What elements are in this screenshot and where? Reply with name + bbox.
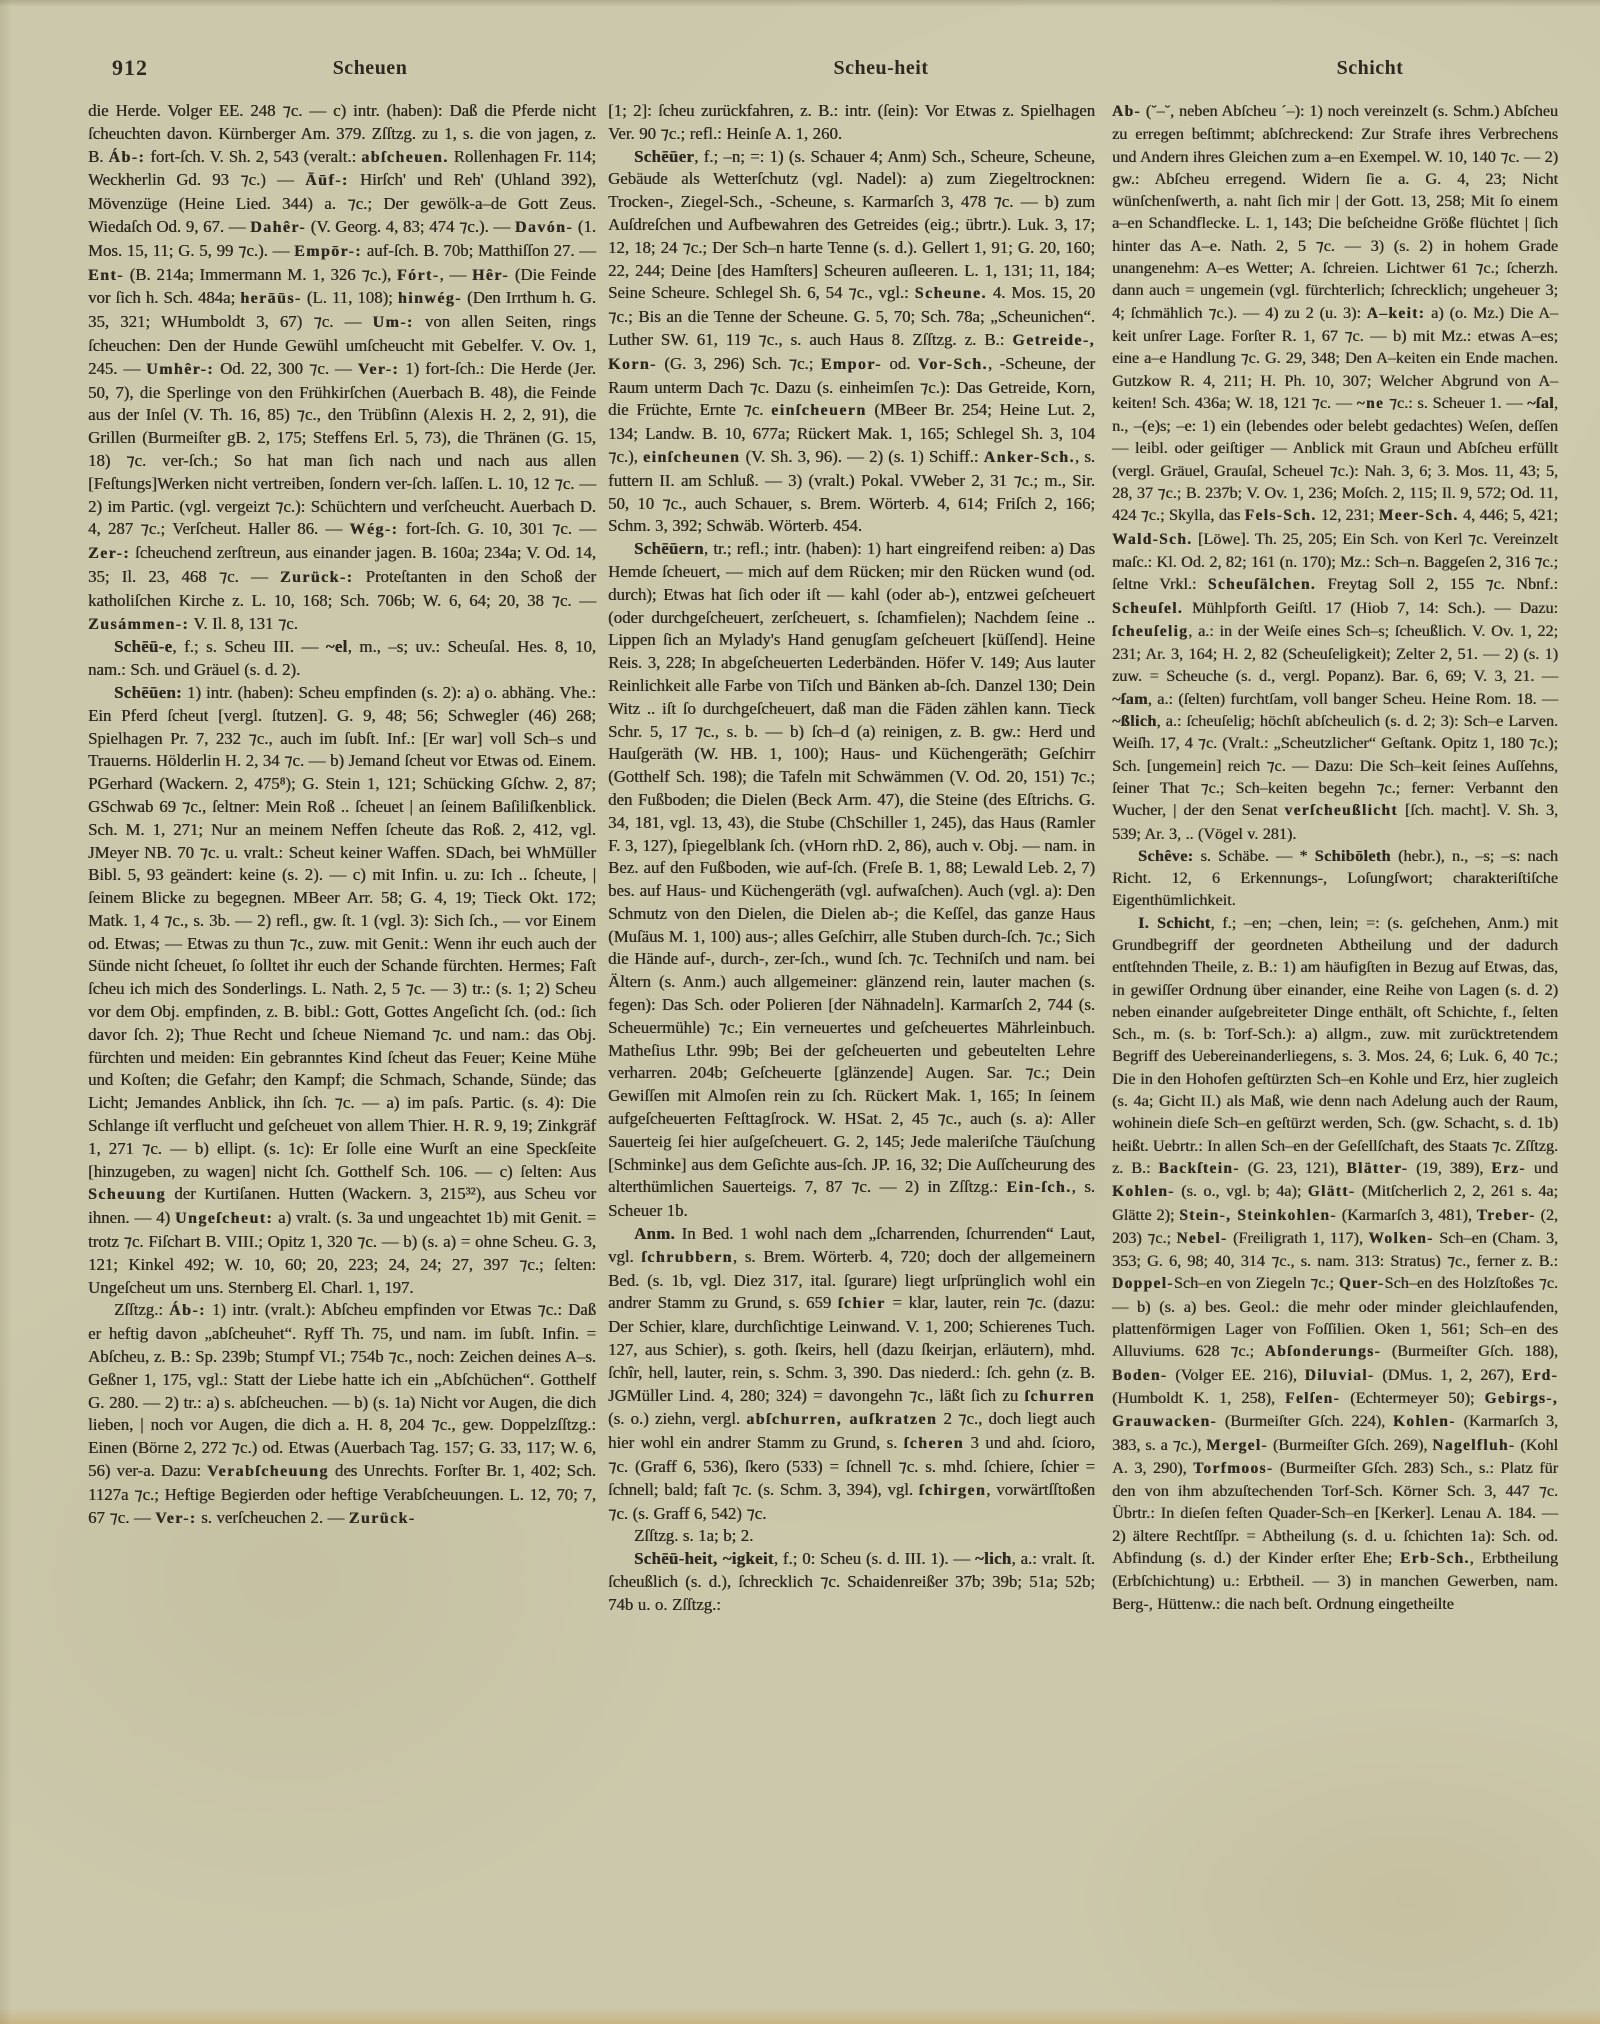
compound-headword: Dahêr-: [250, 218, 306, 236]
compound-headword: einſcheuern: [771, 402, 867, 420]
body-text: (Burmeiſter Gſch. 188),: [1380, 1342, 1558, 1361]
body-text: und: [1525, 1158, 1558, 1177]
compound-headword: Ver-:: [155, 1509, 197, 1527]
body-text: , a.: in der Weiſe eines Sch–s; ſcheußlich. V. Ov. 1, 22; 231; Ar. 3, 164; H. 2, 82 (Scheuſeligkeit); Zelter 2, 51. — 2) (s. 1) zuw. = Scheuche (s. d., vergl. Popanz). Bar. 6, 69; V. 3, 21. —: [1112, 621, 1558, 686]
dictionary-paragraph: [1112, 100, 1558, 845]
body-text: (˘–˘, neben Abſcheu ´–): 1) noch vereinzelt (s. Schm.) Abſcheu zu erregen beſtimmt; abſchreckend: Zur Strafe ihres Verbrechens und Andern ihres Gleichen zum a–en Exempel. W. 10, 140 ⁊c. — 2) gw.: Abſcheu erregend. Widern ſie a. G. 4, 23; Nicht wünſchenſwerth, a. naht ſich mir | der Gott. 13, 258; Mit ſo einem a–en Schandflecke. L. 1, 143; Die beſcheidne Größe flüchtet | ſich hinter das A–e. Nath. 2, 5 ⁊c. — 3) (s. 2) in hohem Grade unangenehm: A–es Wetter; A. ſchreien. Lichtwer 61 ⁊c.; ſcherzh. dann auch = ungemein (vgl. fürchterlich; ſchrecklich; ungeheuer 3; 4; ſchmählich ⁊c.). — 4) zu 2 (u. 3):: [1112, 102, 1558, 322]
compound-headword: hinwég-: [397, 290, 462, 308]
compound-headword: Torfmoos-: [1193, 1459, 1274, 1477]
body-text: 3 und ahd. ſcioro, ⁊c. (Graff 6, 536), ſkero (533) = ſchnell ⁊c. s. mhd. ſchiere, ſchier = ſchnell; bald; faſt ⁊c. (s. Schm. 3, 394), vgl.: [608, 1433, 1095, 1499]
body-text: , m., –s; uv.: Scheuſal. Hes. 8, 10, nam.: Sch. und Gräuel (s. d. 2).: [88, 637, 596, 680]
body-text: (Volger EE. 216),: [1167, 1365, 1305, 1384]
compound-headword: A–keit:: [1366, 304, 1426, 322]
body-text: V. Il. 8, 131 ⁊c.: [189, 613, 298, 633]
compound-headword: Quer-: [1338, 1275, 1385, 1293]
compound-headword: Glätt-: [1307, 1183, 1356, 1201]
body-text: auf-ſch. B. 70b; Matthiſſon 27. —: [361, 240, 596, 260]
compound-headword: Gebirgs-, Grauwacken-: [1112, 1389, 1559, 1431]
compound-headword: Nagelfluh-: [1432, 1436, 1516, 1454]
compound-headword: Zurück-: [348, 1509, 416, 1527]
compound-headword: Wég-:: [349, 521, 399, 539]
compound-headword: Erz-: [1491, 1159, 1526, 1177]
compound-headword: Āūf-:: [305, 172, 349, 190]
body-text: 12, 231;: [1316, 506, 1379, 525]
body-text: 4. Mos. 15, 20 ⁊c.; Bis an die Tenne der Scheune. G. 5, 70; Sch. 78a; „Scheunichen“. Luther SW. 61, 119 ⁊c., s. auch Haus 8. Zſſtzg. z. B.:: [608, 283, 1096, 349]
compound-headword: Erb-Sch.: [1400, 1550, 1470, 1567]
entry-headword: Schēū-heit, ~igkeit: [634, 1549, 774, 1569]
dictionary-paragraph: [608, 538, 1095, 1223]
compound-headword: Erd-: [1521, 1366, 1558, 1384]
body-text: (G. 23, 121),: [1239, 1158, 1347, 1177]
compound-headword: Wolken-: [1368, 1229, 1434, 1247]
body-text: (19, 389),: [1408, 1158, 1492, 1177]
body-text: , a.: ſcheuſelig; höchſt abſcheulich (s. d. 2; 3): Sch–e Larven. Weiſh. 17, 4 ⁊c. (Vralt.: „Scheutzlicher“ Geſtank. Opitz 1, 180 ⁊c.); Sch. [ungemein] reich ⁊c. — Dazu: Die Sch–keit ſeines Auſſehns, ſeiner That ⁊c.; Sch–keiten begehn ⁊c.; ferner: Verbannt den Wucher, | der den Senat: [1112, 712, 1558, 820]
compound-headword: Kohlen-: [1392, 1413, 1456, 1431]
body-text: (Kohl A. 3, 290),: [1112, 1435, 1558, 1477]
body-text: , -Scheune, der Raum unterm Dach ⁊c. Dazu (s. einheimſen ⁊c.): Das Getreide, Korn, die Früchte, Ernte ⁊c.: [608, 353, 1096, 420]
body-text: , —: [439, 264, 472, 284]
dictionary-paragraph: [88, 100, 596, 636]
compound-headword: Wald-Sch.: [1112, 530, 1193, 548]
compound-headword: Um-:: [372, 314, 414, 332]
dictionary-paragraph: [88, 1299, 596, 1530]
dictionary-paragraph: [608, 1525, 1095, 1548]
compound-headword: Vor-Sch.: [917, 355, 988, 373]
text-column-1: [88, 100, 596, 1530]
compound-headword: Áb-:: [108, 148, 146, 166]
body-text: 1) intr. (haben): Scheu empfinden (s. 2): a) o. abhäng. Vhe.: Ein Pferd ſcheut [vergl. ſtutzen]. G. 9, 48; 56; Schwegler (46) 268; Spielhagen Pr. 7, 232 ⁊c., auch im ſubſt. Inf.: [Er war] voll Sch–s und Trauerns. Hölderlin H. 2, 34 ⁊c. — b) Jemand ſcheut vor Etwas od. Einem. PGerhard (Wackern. 2, 475⁸); G. Stein 1, 121; Schücking Gſchw. 2, 87; GSchwab 69 ⁊c., ſeltner: Mein Roß .. ſcheuet | an ſeinem Baſiliſkenblick. Sch. M. 1, 271; Nur an meinem Neffen ſcheute das Roß. 2, 412, vgl. JMeyer NB. 70 ⁊c. u. vralt.: Scheut keiner Waffen. SDach, bei WhMüller Bibl. 5, 93 geändert: keine (s. 2). — c) mit Infin. u. zu: Ich .. ſcheute, | ſeinem Blicke zu begegnen. MBeer Arr. 58; G. 4, 19; Tieck Okt. 172; Matk. 1, 4 ⁊c., s. 3b. — 2) refl., gw. ſt. 1 (vgl. 3): Sich ſch., — vor Einem od. Etwas; — Etwas zu thun ⁊c., zuw. mit Genit.: Wenn ihr euch auch der Sünde nicht ſcheuet, ſo ſolltet ihr euch der Schande fürchten. Hermes; Faſt ſcheu ich mich des Sonderlings. L. Nath. 2, 5 ⁊c. — 3) tr.: (s. 1; 2) Scheu vor dem Obj. empfinden, z. B. bibl.: Gott, Gottes Angeſicht ſch. (od.: ſich davor ſch. 2); Thue Recht und ſcheue Niemand ⁊c. und nam.: das Obj. fürchten und meiden: Ein gebranntes Kind ſcheut das Feuer; Keine Mühe und Koſten; die Gefahr; den Kampf; die Schmach, Schande, Sünde; das Licht; Jemandes Anblick, ihn ſch. ⁊c. — a) im paſs. Partic. (s. 4): Die Schlange iſt verflucht und geſcheuet von allem Thier. H. R. 9, 19; Zinkgräf 1, 271 ⁊c. — b) ellipt. (s. 1c): Er ſolle eine Wurſt an eine Speckſeite [hinzugeben, zu wagen] nicht ſch. Gotthelf Sch. 106. — c) ſelten: Aus: [88, 682, 596, 1181]
compound-headword: ſchirgen: [918, 1481, 987, 1499]
body-text: (V. Sh. 3, 96). — 2) (s. 1) Schiff.:: [740, 446, 984, 466]
body-text: , f.; –en; –chen, lein; =: (s. geſchehen, Anm.) mit Grundbegriff der geordneten Abtheilung und der dadurch entſtehnden Theile, z. B.: 1) am häufigſten in Bezug auf Etwas, das, in gewiſſer Ordnung über einander, eine Reihe von Lagen (s. d. 2) neben einander auſgebreiteter Dinge enthält, oft Schichte, f., ſelten Sch., m. (s. b: Torf-Sch.): a) allgm., zuw. mit zurücktretendem Begriff des Uebereinanderliegens, s. 3. Mos. 24, 6; Luk. 6, 40 ⁊c.; Die in den Hohofen geſtürzten Sch–en Kohle und Erz, hier zugleich (s. 4a; Gicht II.) als Maß, wie denn nach Adelung auch der Raum, wohinein dieſe Sch–en geſtürzt werden, Sch. (gw. Schacht, s. d. 1b) heißt. Uebrtr.: In allen Sch–en der Geſellſchaft, des Staats ⁊c. Zſſtzg. z. B.:: [1112, 913, 1558, 1177]
body-text: od.: [881, 353, 918, 373]
body-text: (Karmarſch 3, 481),: [1336, 1205, 1477, 1224]
dictionary-paragraph: [1112, 912, 1558, 1615]
running-head-left: Scheuen: [332, 57, 408, 79]
compound-headword: Zusámmen-:: [88, 615, 190, 633]
body-text: a) vralt. (s. 3a und ungeachtet 1b) mit Genit. = trotz ⁊c. Fiſchart B. VIII.; Opitz 1, 320 ⁊c. — b) (s. a) = ohne Scheu. G. 3, 121; Kinkel 492; W. 10, 60; 20, 223; 24, 24; 27, 397 ⁊c.; ſelten: Ungeſcheut um uns. Sternberg El. Charl. 1, 197.: [88, 1208, 596, 1297]
compound-headword: Treber-: [1476, 1206, 1536, 1224]
dictionary-paragraph: [608, 100, 1095, 146]
body-text: , tr.; refl.; intr. (haben): 1) hart eingreifend reiben: a) Das Hemde ſcheuert, — mich auf dem Rücken; mir den Rücken wund (od. durch); Etwas hat ſich oder iſt — kahl (oder ab-), entzwei geſcheuert (oder durchgeſcheuert, zerſcheuert, s. ſchamfielen); Nachdem ſeine .. Lippen ſich an Mylady's Hand genugſam geſcheuert [küſſend]. Heine Reis. 3, 228; In abgeſcheuerten Lederbänden. Höfer V. 149; Aus lauter Reinlichkeit alle Farbe von Tiſch und Bänken ab-ſch. Danzel 130; Dein Witz .. iſt ſo durchgeſcheuert, daß man die Fäden zählen kann. Tieck Schr. 5, 17 ⁊c., s. b. — b) ſch–d (a) reinigen, z. B. gw.: Herd und Hauſgeräth (W. HB. 1, 100); Haus- und Küchengeräth; Geſchirr (Gotthelf Sch. 198); die Tafeln mit Schwämmen (V. Od. 20, 151) ⁊c.; den Fußboden; die Dielen (Beck Arm. 47), die Steine (des Eſtrichs. G. 34, 181, vgl. 13, 43), die Stube (ChSchiller 1, 245), das Haus (Ramler F. 3, 127), ſpiegelblank ſch. (vHorn rhD. 2, 86), auch v. Obj. — nam. in Bez. auf den Fußboden, wie auf-ſch. (Freſe B. 1, 88; Lewald Leb. 2, 7) bes. auf Haus- und Küchengeräth (vgl. aufwaſchen). Auch (vgl. a): Den Schmutz von den Dielen, die Dielen ab-; die Keſſel, das ganze Haus (Muſäus M. 1, 100) aus-; alles Geſchirr, alle Stuben durch-ſch. ⁊c.; Sich die Hände auf-, durch-, zer-ſch., wund ſch. ⁊c. Techniſch und nam. bei Ältern (s. Anm.) auch allgemeiner: glänzend rein, lauter machen (s. fegen): Das Sch. oder Polieren [der Nähnadeln]. Karmarſch 2, 744 (s. Scheuermühle) ⁊c.; Ein verneuertes und geſcheuertes Mährleinbuch. Matheſius Lthr. 99b; Bei der geſcheuerten und gebeutelten Lehre verharren. 204b; Geſcheuerte [glänzende] Augen. Sar. ⁊c.; Dein Gewiſſen mit Almoſen rein zu ſch. Rückert Mak. 1, 165; In ſeinem aufgeſcheuerten Feſttagſrock. W. HSat. 2, 45 ⁊c., auch (s. a): Aller Sauerteig ſei hier auſgeſcheuert. G. 2, 145; Jede maleriſche Täuſchung [Schminke] aus dem Geſichte aus-ſch. JP. 16, 32; Die Auſſcheurung des alterthümlichen Sauerteigs. 7, 87 ⁊c. — 2) in Zſſtzg.:: [608, 539, 1095, 1197]
body-text: ⁊c.: s. Scheuer 1. —: [1384, 393, 1528, 412]
text-column-3: [1112, 100, 1558, 1615]
body-text: (MBeer Br. 254; Heine Lut. 2, 134; Landw. B. 10, 677a; Rückert Mak. 1, 165; Schlegel Sh. 3, 104 ⁊c.),: [608, 400, 1095, 466]
body-text: = klar, lauter, rein ⁊c. (dazu: Der Schier, klare, durchſichtige Leinwand. V. 1, 200; Schierenes Tuch. 127, aus Schier), s. goth. ſkeirs, hell (dazu ſkeirjan, erläutern), mhd. ſchîr, hell, lauter, rein, s. Schm. 3, 390. Das niederd.: ſch. gehn (z. B. JGMüller Lind. 4, 280; 324) = davongehn ⁊c., läßt ſich zu: [608, 1293, 1095, 1405]
body-text: [ſch. macht]. V. Sh. 3, 539; Ar. 3, .. (Vögel v. 281).: [1112, 801, 1558, 843]
body-text: (Burmeiſter Gſch. 283) Sch., s.: Platz für den von ihm abzuſtechenden Torf-Sch. Körner Sch. 3, 447 ⁊c. Übrtr.: In dieſen feſten Quader-Sch–en [Kerker]. Lenau A. 184. — 2) ältere Rechtſſpr. = Abtheilung (s. d. u. ſchichten 1a): Sch. od. Abfindung (s. d.) der Kinder erſter Ehe;: [1112, 1458, 1558, 1567]
page-header: [0, 0, 1600, 90]
compound-headword: ſchurren: [1024, 1387, 1095, 1405]
compound-headword: Doppel-: [1112, 1275, 1174, 1293]
entry-headword: Schēūen:: [114, 682, 182, 702]
body-text: (2, 203) ⁊c.;: [1112, 1205, 1558, 1247]
body-text: [Löwe]. Th. 25, 205; Ein Sch. von Kerl ⁊c. Vereinzelt maſc.: Kl. Od. 2, 82; 161 (n. 170); Mz.: Sch–n. Baggeſen 2, 316 ⁊c.; ſeltne Vrkl.:: [1112, 529, 1558, 594]
body-text: , f.; 0: Scheu (s. d. III. 1). —: [773, 1549, 975, 1569]
body-text: (Burmeiſter Gſch. 224),: [1216, 1412, 1393, 1431]
body-text: (Die Feinde vor ſich h. Sch. 484a;: [88, 264, 596, 308]
compound-headword: ſcheren: [903, 1435, 964, 1453]
compound-headword: Stein-, Steinkohlen-: [1179, 1206, 1337, 1224]
compound-headword: Hêr-: [471, 266, 509, 284]
entry-headword: I. Schicht: [1138, 913, 1211, 932]
text-column-2: [608, 100, 1095, 1617]
body-text: (1. Mos. 15, 11; G. 5, 99 ⁊c.). —: [88, 216, 596, 260]
body-text: der Kurtiſanen. Hutten (Wackern. 3, 215³²), aus Scheu vor ihnen. — 4): [88, 1184, 596, 1228]
compound-headword: Nebel-: [1176, 1229, 1228, 1247]
body-text: , Erbtheilung (Erbſchichtung) u.: Erbtheil. — 3) in manchen Gewerben, nam. Berg-, Hüttenw.: die nach beſt. Ordnung eingetheilte: [1112, 1549, 1558, 1613]
body-text: die Herde. Volger EE. 248 ⁊c. — c) intr. (haben): Daß die Pferde nicht ſcheuchten davon. Kürnberger Am. 379. Zſſtzg. zu 1, s. die von jagen, z. B.: [88, 101, 596, 166]
compound-headword: Kohlen-: [1112, 1183, 1175, 1201]
body-text: (Mitſcherlich 2, 2, 261 s. 4a; Glätte 2);: [1112, 1182, 1558, 1224]
body-text: , vorwärtſſtoßen ⁊c. (s. Graff 6, 542) ⁊c.: [608, 1479, 1095, 1523]
dictionary-paragraph: [88, 636, 596, 682]
body-text: , n., –(e)s; –e: 1) ein (lebendes oder belebt gedachtes) Weſen, deſſen — leibl. oder geiſtiger — Anblick mit Graun und Abſcheu erfüllt (vergl. Gräuel, Grauſal, Scheuel ⁊c.): Nah. 3, 6; 3. Mos. 11, 43; 5, 28, 37 ⁊c.; B. 237b; V. Ov. 1, 236; Moſch. 2, 115; Il. 9, 572; Od. 11, 424 ⁊c.; Skylla, das: [1112, 393, 1558, 525]
compound-headword: Fórt-: [396, 266, 440, 284]
compound-headword: Ver-:: [357, 360, 400, 378]
compound-headword: Meer-Sch.: [1378, 507, 1459, 525]
body-text: , s. Brem. Wörterb. 4, 720; doch der allgemeinern Bed. (s. 1b, vgl. Diez 317, ital. ſgurare) liegt urſprünglich wohl ein andrer Stamm zu Grund, s. 659: [608, 1246, 1096, 1313]
compound-headword: Empōr-:: [294, 242, 362, 260]
body-text: (hebr.), n., –s; –s: nach Richt. 12, 6 Erkennungs-, Loſungſwort; charakteriſtiſche Eigenthümlichkeit.: [1112, 846, 1558, 910]
entry-headword: Schēū-e: [114, 637, 173, 657]
compound-headword: einſcheunen: [642, 448, 741, 466]
compound-headword: Blätter-: [1346, 1159, 1409, 1177]
compound-headword: Ein-ſch.: [1006, 1179, 1072, 1197]
body-text: Zſſtzg. s. 1a; b; 2.: [634, 1526, 754, 1546]
compound-headword: Getreide-, Korn-: [608, 331, 1095, 373]
compound-headword: ſcheuſelig: [1112, 622, 1189, 640]
dictionary-paragraph: [608, 1223, 1095, 1525]
body-text: Zſſtzg.:: [114, 1300, 170, 1320]
body-text: (Karmarſch 3, 383, s. a ⁊c.),: [1112, 1412, 1559, 1454]
body-text: [1; 2]: ſcheu zurückfahren, z. B.: intr. (ſein): Vor Etwas z. Spielhagen Ver. 90 ⁊c.; refl.: Heinſe A. 1, 260.: [608, 101, 1095, 143]
dictionary-paragraph: [1112, 845, 1558, 912]
compound-headword: Scheuung: [88, 1186, 166, 1204]
body-text: s. verſcheuchen 2. —: [196, 1507, 349, 1527]
compound-headword: abſcheuen.: [361, 148, 449, 166]
compound-headword: Felſen-: [1285, 1389, 1341, 1407]
body-text: , s. Scheuer 1b.: [608, 1177, 1096, 1221]
entry-headword: Anm.: [634, 1224, 675, 1244]
body-text: Freytag Soll 2, 155 ⁊c. Nbnf.:: [1316, 575, 1558, 594]
compound-headword: Scheuſel.: [1112, 599, 1183, 617]
body-text: (Humboldt K. 1, 258),: [1112, 1388, 1286, 1407]
running-head-right: Schicht: [1336, 57, 1404, 79]
entry-headword: Schêve:: [1138, 846, 1194, 865]
compound-headword: Boden-: [1112, 1366, 1168, 1384]
body-text: (L. 11, 108);: [301, 288, 398, 308]
compound-headword: Abſonderungs-: [1264, 1343, 1381, 1361]
body-text: , a.: (ſelten) furchtſam, voll banger Scheu. Heine Rom. 18. —: [1147, 689, 1558, 708]
body-text: 1) intr. (vralt.): Abſcheu empfinden vor Etwas ⁊c.: Daß er heftig davon „abſcheuhet“. Ryff Th. 75, und nam. im ſubſt. Infin. = Abſcheu, z. B.: Sp. 239b; Stumpf VI.; 754b ⁊c., noch: Zeichen deines A–s. Geßner 1, 175, vgl.: Statt der Liebe hatte ich ein „Abſchüchen“. Gotthelf G. 280. — 2) tr.: a) s. abſcheuchen. — b) (s. 1a) Nicht vor Augen, die dich lieben, | noch vor Augen, die dich a. H. 8, 204 ⁊c., gew. Doppelzſſtzg.: Einen (Börne 2, 272 ⁊c.) od. Etwas (Auerbach Tag. 157; G. 33, 117; W. 6, 56) ver-a. Dazu:: [88, 1300, 597, 1481]
dictionary-paragraph: [608, 1548, 1095, 1616]
compound-headword: Umhêr-:: [146, 360, 215, 378]
body-text: (V. Georg. 4, 83; 474 ⁊c.). —: [305, 216, 515, 236]
dictionary-paragraph: [88, 682, 596, 1300]
body-text: (Burmeiſter Gſch. 269),: [1267, 1435, 1433, 1454]
running-head-center: Scheu-heit: [833, 57, 929, 79]
body-text: 2 ⁊c., doch liegt auch hier wohl ein andrer Stamm zu Grund, s.: [608, 1409, 1095, 1453]
body-text: , a.: vralt. ſt. ſcheußlich (s. d.), ſchrecklich ⁊c. Schaidenreißer 37b; 39b; 51a; 52b; 74b u. o. Zſſtzg.:: [608, 1549, 1095, 1614]
compound-headword: Zer-:: [88, 545, 130, 563]
body-text: , f.; –n; =: 1) (s. Schauer 4; Anm) Sch., Scheure, Scheune, Gebäude als Wetterſchutz (vgl. Nadel): a) zum Ziegeltrocknen: Trocken-, Ziegel-Sch., -Scheune, s. Karmarſch 3, 478 ⁊c. — b) zum Auſdreſchen und Aufbewahren des Getreides (eig.; übrtr.). Luk. 3, 17; 12, 18; 24 ⁊c.; Der Sch–n harte Tenne (s. d.). Gellert 1, 91; G. 20, 160; 22, 244; Deine [des Hamſters] Scheuren auſleeren. L. 1, 131; 11, 184; Seine Scheure. Schlegel Sh. 6, 54 ⁊c., vgl.:: [608, 146, 1095, 303]
compound-headword: Zurück-:: [279, 568, 354, 586]
compound-headword: Ungeſcheut:: [175, 1210, 274, 1228]
body-text: (G. 3, 296) Sch. ⁊c.;: [656, 353, 821, 373]
body-text: Rollenhagen Fr. 114; Weckherlin Gd. 93 ⁊c.) —: [88, 146, 597, 190]
compound-headword: herāūs-: [240, 290, 302, 308]
entry-headword: Schēūern: [634, 539, 704, 559]
body-text: fort-ſch. V. Sh. 2, 543 (veralt.:: [145, 146, 362, 166]
body-text: Od. 22, 300 ⁊c. —: [214, 358, 358, 378]
compound-headword: Ent-: [88, 266, 124, 284]
body-text: Proteſtanten in den Schoß der katholiſchen Kirche z. L. 10, 168; Sch. 706b; W. 6, 64; 20, 38 ⁊c. —: [88, 566, 596, 610]
page-number: 912: [112, 55, 148, 80]
compound-headword: ſchier: [837, 1295, 886, 1313]
compound-headword: Fels-Sch.: [1244, 507, 1317, 525]
compound-headword: abſchurren, auſkratzen: [746, 1411, 938, 1429]
compound-headword: verſcheußlicht: [1284, 802, 1398, 820]
body-text: , s. futtern II. am Schluß. — 3) (vralt.) Pokal. VWeber 2, 31 ⁊c.; m., Sir. 50, 10 ⁊c., auch Schauer, s. Brem. Wörterb. 4, 614; Friſch 2, 166; Schm. 3, 392; Schwäb. Wörterb. 454.: [608, 446, 1095, 536]
body-text: 4, 446; 5, 421;: [1458, 506, 1558, 525]
entry-headword: Schēūer: [634, 146, 695, 166]
body-text: In Bed. 1 wohl nach dem „ſcharrenden, ſchurrenden“ Laut, vgl.: [608, 1224, 1095, 1266]
compound-headword: Davón-: [514, 218, 574, 236]
body-text: Sch–en von Ziegeln ⁊c.;: [1173, 1274, 1339, 1293]
compound-headword: Mergel-: [1206, 1436, 1268, 1454]
entry-headword: ~lich: [974, 1549, 1012, 1569]
body-text: (Den Irrthum h. G. 35, 321; WHumboldt 3, 67) ⁊c. —: [88, 288, 596, 332]
body-text: (s. o., vgl. b; 4a);: [1174, 1182, 1308, 1201]
dictionary-paragraph: [608, 146, 1095, 539]
body-text: (Freiligrath 1, 117),: [1227, 1228, 1369, 1247]
body-text: Sch–en des Holzſtoßes ⁊c. — b) (s. a) bes. Geol.: die mehr oder minder gleichlaufenden, plattenförmigen Lager von Foſſilien. Oken 1, 561; Sch–en des Alluviums. 628 ⁊c.;: [1112, 1274, 1558, 1361]
body-text: ſcheuchend zerſtreun, aus einander jagen. B. 160a; 234a; V. Od. 14, 35; Il. 23, 468 ⁊c. —: [88, 543, 596, 586]
compound-headword: Backſtein-: [1158, 1159, 1240, 1177]
body-text: Sch–en (Cham. 3, 353; G. 6, 98; 40, 314 ⁊c., s. nam. 313: Stratus) ⁊c., ferner z. B.:: [1112, 1228, 1558, 1271]
body-text: des Unrechts. Forſter Br. 1, 402; Sch. 1127a ⁊c.; Heftige Begierden oder heftige Verabſcheuungen. L. 12, 70; 7, 67 ⁊c. —: [88, 1461, 597, 1527]
compound-headword: Áb-:: [169, 1302, 206, 1320]
compound-headword: ſchrubbern: [641, 1248, 733, 1266]
body-text: , f.; s. Scheu III. —: [172, 637, 326, 657]
body-text: (s. o.) ziehn, vergl.: [608, 1409, 747, 1429]
compound-headword: Empor-: [820, 355, 882, 373]
compound-headword: Scheune.: [914, 285, 987, 303]
compound-headword: Ab-: [1112, 103, 1141, 120]
body-text: (Echtermeyer 50);: [1340, 1388, 1485, 1407]
body-text: s. Schäbe. — *: [1193, 846, 1315, 865]
compound-headword: Anker-Sch.: [983, 448, 1075, 466]
entry-headword: ~ſal: [1527, 393, 1554, 412]
body-text: Hirſch' und Reh' (Uhland 392), Mövenzüge (Heine Lied. 344) a. ⁊c.; Der gewölk-a–de Gott Zeus. Wiedaſch Od. 9, 67. —: [88, 170, 596, 236]
body-text: Mühlpforth Geiſtl. 17 (Hiob 7, 14: Sch.). — Dazu:: [1182, 598, 1558, 617]
compound-headword: Scheuſälchen.: [1207, 576, 1317, 594]
compound-headword: Verabſcheuung: [207, 1463, 329, 1481]
body-text: fort-ſch. G. 10, 301 ⁊c. —: [398, 519, 597, 539]
body-text: (DMus. 1, 2, 267),: [1374, 1365, 1522, 1384]
entry-headword: ~ſam: [1112, 689, 1148, 708]
compound-headword: Diluvial-: [1304, 1366, 1375, 1384]
body-text: (B. 214a; Immermann M. 1, 326 ⁊c.),: [123, 264, 397, 284]
body-text: a) (o. Mz.) Die A–keit unſrer Lage. Forſter R. 1, 67 ⁊c. — b) mit Mz.: etwas A–es; eine a–e Handlung ⁊c. G. 29, 348; Den A–keiten ein Ende machen. Gutzkow R. 4, 211; H. Ph. 10, 307; Welcher Abgrund von A–keiten! Sch. 436a; W. 18, 121 ⁊c. —: [1112, 303, 1558, 412]
entry-headword: ~ßlich: [1112, 712, 1157, 731]
body-text: 1) fort-ſch.: Die Herde (Jer. 50, 7), die Sperlinge von den Frühkirſchen (Auerbach B. 48), die Feinde aus der Inſel (V. Th. 16, 85) ⁊c., den Trübſinn (Alexis H. 2, 2, 91), die Grillen (Burmeiſter gB. 2, 175; Steffens Erl. 5, 73), die Thränen (G. 15, 18) ⁊c. ver-ſch.; So hat man ſich nach und nach aus allen [Feſtungs]Werken nicht vertreiben, ſondern ver-ſch. laſſen. L. 10, 12 ⁊c. — 2) im Partic. (vgl. vergeizt ⁊c.): Schüchtern und verſcheucht. Auerbach D. 4, 287 ⁊c.; Verſcheut. Haller 86. —: [88, 358, 596, 539]
compound-headword: ~ne: [1356, 394, 1385, 412]
entry-headword: ~el: [325, 637, 348, 657]
entry-headword: Schibōleth: [1314, 846, 1391, 865]
body-text: von allen Seiten, rings ſcheuchen: Den der Hunde Gewühl umſcheucht mit Gebelfer. V. Ov. 1, 245. —: [88, 312, 596, 378]
